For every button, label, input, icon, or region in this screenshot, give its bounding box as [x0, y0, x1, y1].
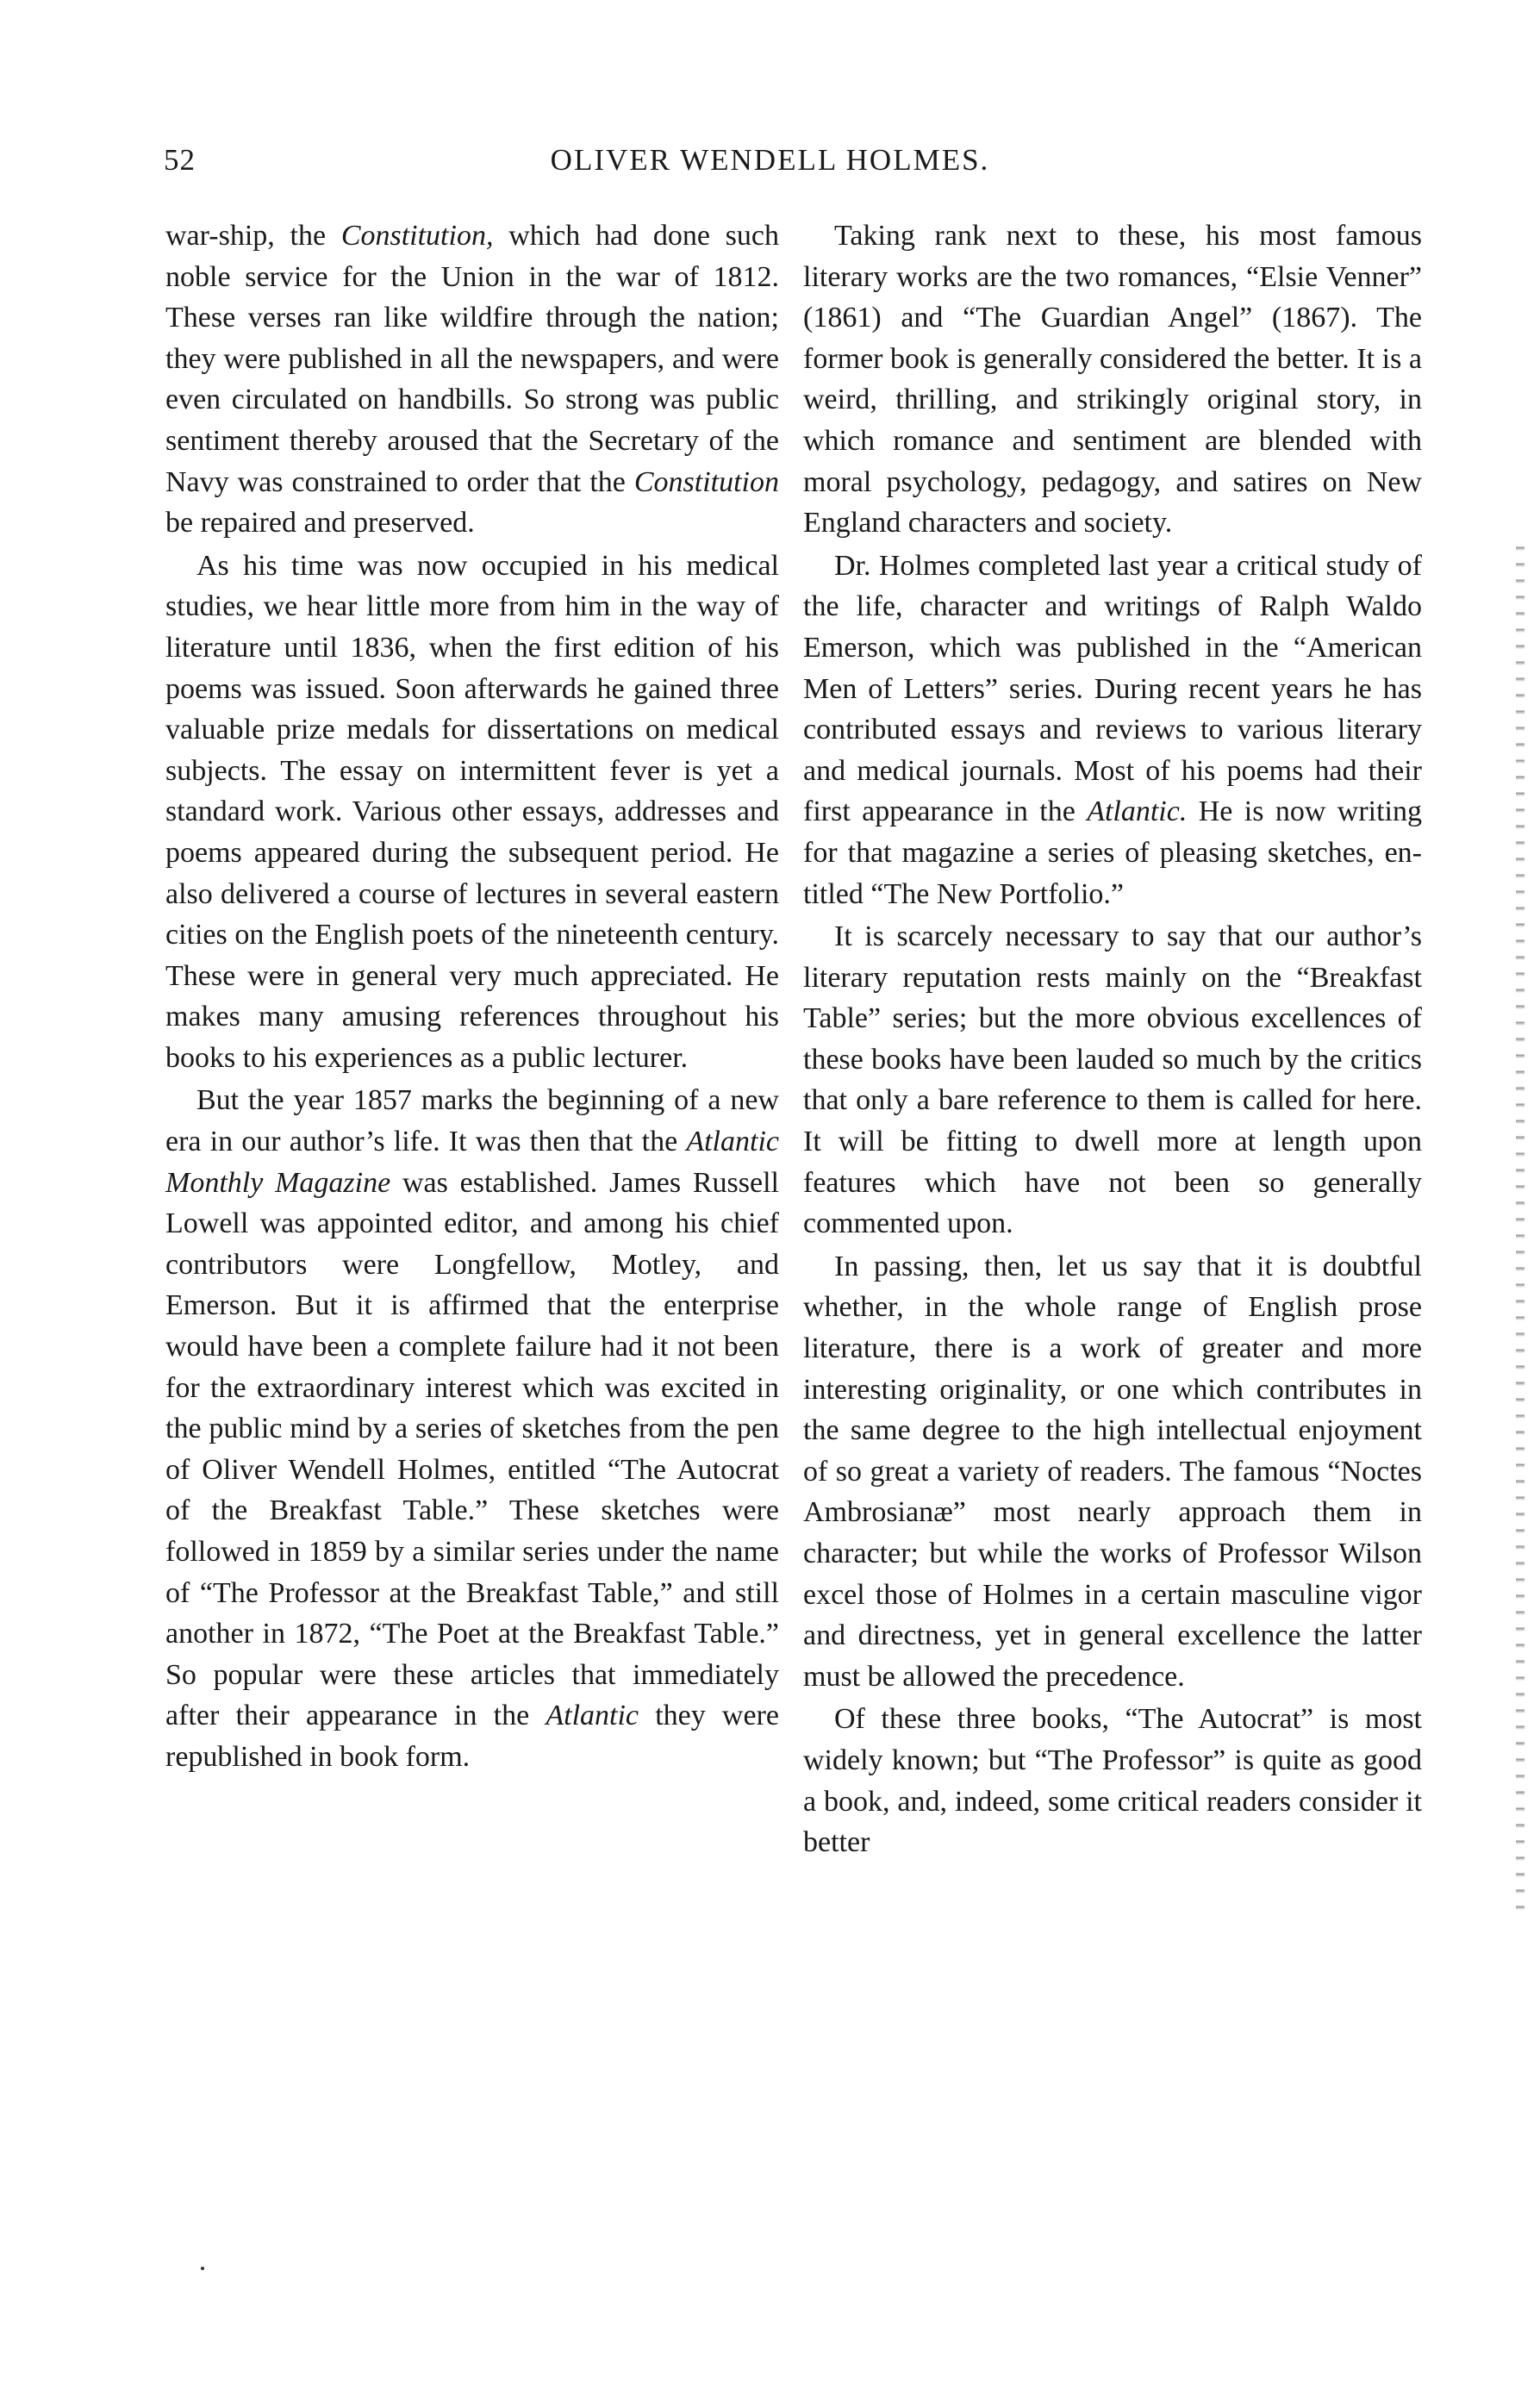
text-span: was established. James Russell Lowell was appointed editor, and among his chief contributors were Longfellow, Motley, and Emerson. But it is affirmed that the enterprise would have been a complete failure had it not been for the extraordinary interest which was excited in the public mind by a series of sketches from the pen of Oliver Wendell Holmes, entitled “The Autocrat of the Breakfast Table.” These sketches were followed in 1859 by a similar series under the name of “The Professor at the Breakfast Table,” and still another in 1872, “The Poet at the Breakfast Table.” So popular were these articles that immediately after their appearance in the — [165, 1166, 779, 1732]
text-span: But the year 1857 marks the beginning of a new era in our author’s life. It was then that the — [165, 1084, 779, 1158]
scan-edge-marks — [1516, 534, 1524, 1913]
paragraph: It is scarcely necessary to say that our author’s literary reputation rests mainly on the “Breakfast Table” series; but the more obvious excellences of these books have been lauded so much by the critics that only a bare reference to them is called for here. It will be fitting to dwell more at length upon features which have not been so generally commented upon. — [803, 920, 1422, 1240]
running-head: OLIVER WENDELL HOLMES. — [550, 143, 990, 177]
text-span: which had done such noble service for the Union in the war of 1812. These verses ran like wildfire through the nation; they were published in all the newspapers, and were even circulated on handbills. So strong was public sentiment thereby aroused that the Secretary of the Navy was constrained to order that the — [165, 220, 779, 498]
italic-title: Constitution, — [340, 220, 494, 252]
text-span: they were republished in book form. — [165, 1700, 779, 1773]
text-span: He is now writing for that magazine a series of pleasing sketches, entitled “The New Portfolio.” — [803, 795, 1422, 910]
paragraph — [165, 1080, 779, 1777]
paragraph: Taking rank next to these, his most famous literary works are the two romances, “Elsie Venner” (1861) and “The Guardian Angel” (1867). The former book is generally considered the better. It is a weird, thrilling, and strikingly original story, in which romance and sentiment are blended with moral psychology, pedagogy, and satires on New England characters and society. — [803, 220, 1422, 540]
paragraph — [165, 215, 779, 544]
left-column — [165, 215, 779, 1778]
page-number: 52 — [164, 143, 196, 177]
paragraph: As his time was now occupied in his medical studies, we hear little more from him in the way of literature until 1836, when the first edition of his poems was issued. Soon afterwards he gained three valuable prize medals for dissertations on medical subjects. The essay on intermittent fever is yet a standard work. Various other essays, addresses and poems appeared during the subsequent period. He also delivered a course of lectures in several eastern cities on the English poets of the nineteenth century. These were in general very much appreciated. He makes many amusing references throughout his books to his experiences as a public lecturer. — [165, 549, 779, 1074]
text-span: war-ship, the — [165, 220, 341, 252]
italic-title: Atlantic — [546, 1700, 639, 1732]
italic-title: Atlantic Monthly Magazine — [165, 1126, 779, 1199]
paragraph — [803, 546, 1422, 914]
paragraph: In passing, then, let us say that it is doubtful whether, in the whole range of English prose literature, there is a work of greater and more interesting originality, or one which contributes in the same degree to the high intellectual enjoyment of so great a variety of readers. The famous “Noctes Ambrosianæ” most nearly approach them in character; but while the works of Professor Wilson excel those of Holmes in a certain masculine vigor and directness, yet in general excellence the latter must be allowed the precedence. — [803, 1250, 1422, 1693]
text-span: be repaired and preserved. — [165, 507, 475, 540]
scan-speck — [201, 2267, 204, 2270]
italic-title: Atlantic. — [1087, 795, 1188, 828]
right-column — [803, 215, 1422, 1863]
text-span: Dr. Holmes completed last year a critical study of the life, character and writings of Ralph Waldo Emerson, which was published in the “American Men of Letters” series. During recent years he has contributed essays and reviews to various literary and medical journals. Most of his poems had their first appearance in the — [803, 549, 1422, 828]
italic-title: Constitution — [633, 465, 779, 498]
paragraph: Of these three books, “The Autocrat” is most widely known; but “The Professor” is quite as good a book, and, indeed, some critical readers consider it better — [803, 1703, 1422, 1859]
